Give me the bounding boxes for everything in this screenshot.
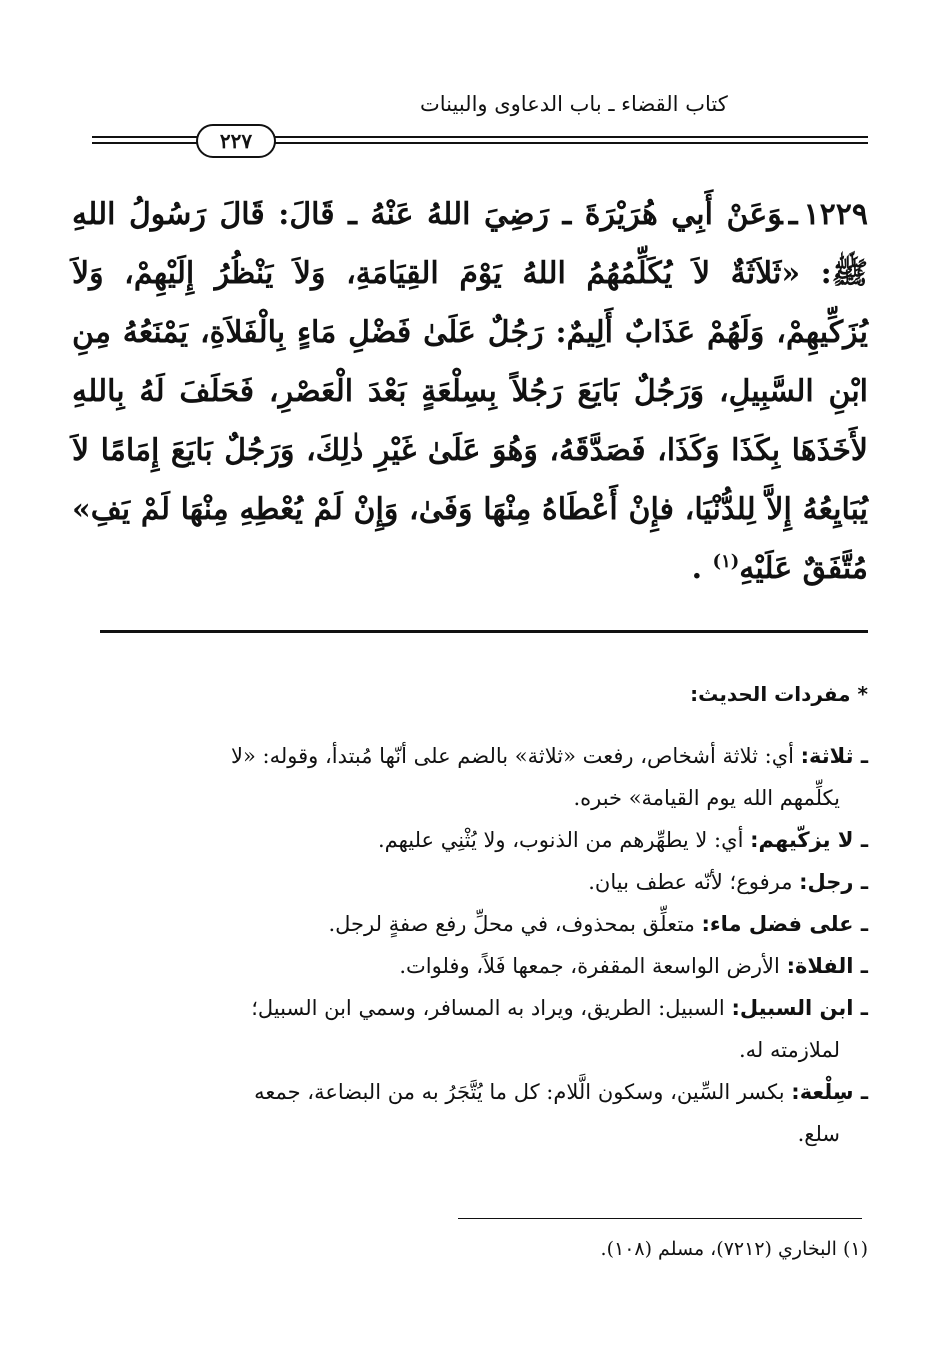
hadith-dash: ـ [788,197,798,232]
page-number: ٢٢٧ [196,124,276,158]
running-header-title: كتاب القضاء ـ باب الدعاوى والبينات [420,92,728,116]
vocabulary-term: ـ سِلْعة: [791,1080,868,1104]
vocabulary-entry [72,945,868,987]
hadith-end-mark: . [691,551,703,586]
vocabulary-definition: بكسر السِّين، وسكون الَّلام: كل ما يُتَّجَرُ به من البضاعة، جمعه [254,1080,785,1104]
vocabulary-term: ـ على فضل ماء: [701,912,868,936]
vocabulary-entry [72,735,868,819]
vocabulary-entry [72,987,868,1071]
vocabulary-term: ـ لا يزكّيهم: [750,828,868,852]
vocabulary-definition: السبيل: الطريق، ويراد به المسافر، وسمي ابن السبيل؛ [251,996,725,1020]
vocabulary-definition: الأرض الواسعة المقفرة، جمعها فَلاً، وفلوات. [399,954,780,978]
vocabulary-definition-continued: سلع. [797,1122,840,1146]
footnote-reference: (١) [712,551,740,572]
hadith-number: ١٢٢٩ [803,197,868,232]
vocabulary-definition: مرفوع؛ لأنّه عطف بيان. [588,870,793,894]
vocabulary-definition-continued: لملازمته له. [738,1038,840,1062]
vocabulary-entry [72,861,868,903]
hadith-body: وَعَنْ أَبِي هُرَيْرَةَ ـ رَضِيَ اللهُ عَنْهُ ـ قَالَ: قَالَ رَسُولُ اللهِ ﷺ: «ثَلاَثَةٌ لاَ يُكَلِّمُهُمُ اللهُ يَوْمَ القِيَامَةِ، وَلاَ يَنْظُرُ إِلَيْهِمْ، وَلاَ يُزَكِّيهِمْ، وَلَهُمْ عَذَابٌ أَلِيمٌ: رَجُلٌ عَلَىٰ فَضْلِ مَاءٍ بِالْفَلاَةِ، يَمْنَعُهُ مِنِ ابْنِ السَّبِيلِ، وَرَجُلٌ بَايَعَ رَجُلاً بِسِلْعَةٍ بَعْدَ الْعَصْرِ، فَحَلَفَ لَهُ بِاللهِ لأَخَذَهَا بِكَذَا وَكَذَا، فَصَدَّقَهُ، وَهُوَ عَلَىٰ غَيْرِ ذٰلِكَ، وَرَجُلٌ بَايَعَ إِمَامًا لاَ يُبَايِعُهُ إِلاَّ لِلدُّنْيَا، فإِنْ أَعْطَاهُ مِنْهَا وَفَىٰ، وَإِنْ لَمْ يُعْطِهِ مِنْهَا لَمْ يَفِ» مُتَّفَقٌ عَلَيْهِ [72,197,868,586]
footnote-rule [458,1218,862,1219]
vocabulary-definition: متعلِّق بمحذوف، في محلِّ رفع صفةٍ لرجل. [328,912,695,936]
vocabulary-definition-continued: يكلِّمهم الله يوم القيامة» خبره. [573,786,840,810]
section-divider [100,630,868,633]
hadith-text-block [72,185,868,598]
vocabulary-term: ـ ثلاثة: [800,744,868,768]
vocabulary-entry [72,819,868,861]
vocabulary-definition: أي: ثلاثة أشخاص، رفعت «ثلاثة» بالضم على أنّها مُبتدأ، وقوله: «لا [231,744,794,768]
footnote: (١) البخاري (٧٢١٢)، مسلم (١٠٨). [600,1238,868,1260]
vocabulary-term: ـ رجل: [799,870,868,894]
vocabulary-definition: أي: لا يطهِّرهم من الذنوب، ولا يُثْنِي عليهم. [377,828,744,852]
vocabulary-term: ـ الفلاة: [786,954,868,978]
vocabulary-entry [72,1071,868,1155]
vocabulary-list [72,735,868,1155]
vocabulary-heading: * مفردات الحديث: [690,682,868,706]
vocabulary-entry [72,903,868,945]
vocabulary-term: ـ ابن السبيل: [731,996,868,1020]
